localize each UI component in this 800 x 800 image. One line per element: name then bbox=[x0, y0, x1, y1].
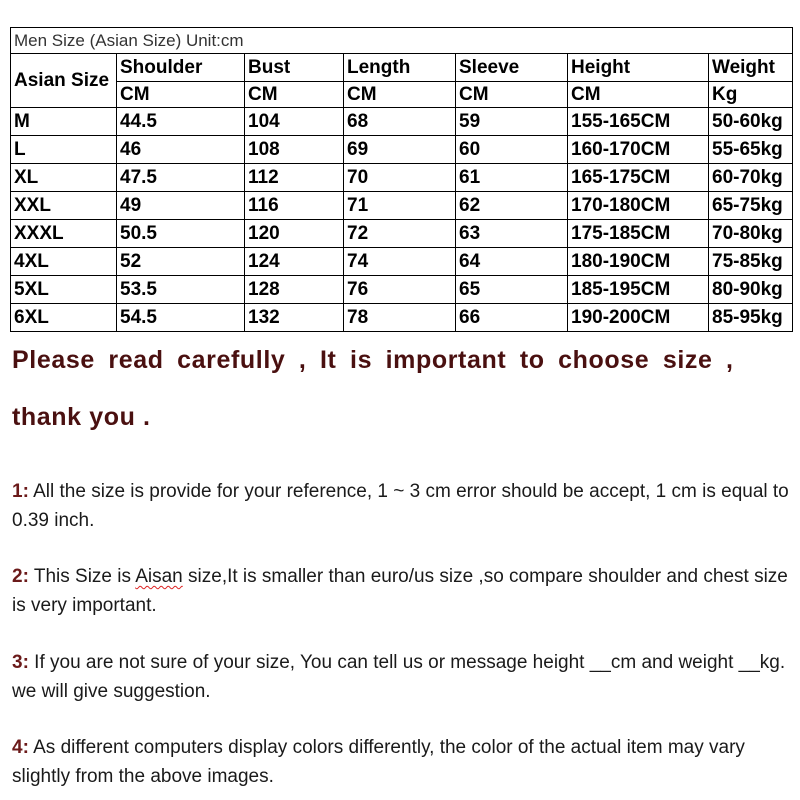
length-cell: 68 bbox=[344, 108, 456, 136]
size-chart-table bbox=[10, 27, 793, 332]
sleeve-cell: 62 bbox=[456, 192, 568, 220]
size-label-cell: XL bbox=[11, 164, 117, 192]
note-3 bbox=[12, 648, 798, 706]
size-label-cell: XXL bbox=[11, 192, 117, 220]
shoulder-cell: 46 bbox=[117, 136, 245, 164]
bust-cell: 132 bbox=[245, 304, 344, 332]
spelling-flagged-word: Aisan bbox=[135, 566, 183, 587]
unit-length: CM bbox=[344, 82, 456, 108]
height-cell: 190-200CM bbox=[568, 304, 709, 332]
weight-cell: 55-65kg bbox=[709, 136, 793, 164]
table-row bbox=[11, 304, 793, 332]
weight-cell: 70-80kg bbox=[709, 220, 793, 248]
note-number: 1: bbox=[12, 481, 29, 502]
shoulder-cell: 54.5 bbox=[117, 304, 245, 332]
table-row bbox=[11, 220, 793, 248]
size-label-cell: 6XL bbox=[11, 304, 117, 332]
shoulder-cell: 44.5 bbox=[117, 108, 245, 136]
sleeve-cell: 66 bbox=[456, 304, 568, 332]
table-caption: Men Size (Asian Size) Unit:cm bbox=[11, 28, 793, 54]
shoulder-cell: 50.5 bbox=[117, 220, 245, 248]
table-row bbox=[11, 248, 793, 276]
unit-weight: Kg bbox=[709, 82, 793, 108]
note-text: As different computers display colors differently, the color of the actual item may vary slightly from the above images. bbox=[12, 737, 745, 787]
table-row bbox=[11, 136, 793, 164]
size-label-cell: M bbox=[11, 108, 117, 136]
height-cell: 160-170CM bbox=[568, 136, 709, 164]
bust-cell: 104 bbox=[245, 108, 344, 136]
table-row bbox=[11, 164, 793, 192]
notice-line-1: Please read carefully , It is important to choose size , bbox=[12, 346, 734, 374]
bust-cell: 128 bbox=[245, 276, 344, 304]
note-number: 2: bbox=[12, 566, 29, 587]
length-cell: 69 bbox=[344, 136, 456, 164]
table-header-row bbox=[11, 54, 793, 82]
weight-cell: 50-60kg bbox=[709, 108, 793, 136]
unit-height: CM bbox=[568, 82, 709, 108]
unit-bust: CM bbox=[245, 82, 344, 108]
bust-cell: 116 bbox=[245, 192, 344, 220]
size-label-cell: 5XL bbox=[11, 276, 117, 304]
sleeve-cell: 61 bbox=[456, 164, 568, 192]
bust-cell: 120 bbox=[245, 220, 344, 248]
table-unit-row bbox=[11, 82, 793, 108]
bust-cell: 112 bbox=[245, 164, 344, 192]
column-header-sleeve: Sleeve bbox=[456, 54, 568, 82]
height-cell: 165-175CM bbox=[568, 164, 709, 192]
weight-cell: 60-70kg bbox=[709, 164, 793, 192]
note-text: All the size is provide for your reference, 1 ~ 3 cm error should be accept, 1 cm is equal to 0.39 inch. bbox=[12, 481, 789, 531]
bust-cell: 108 bbox=[245, 136, 344, 164]
size-label-cell: L bbox=[11, 136, 117, 164]
note-2 bbox=[12, 562, 798, 620]
asian-size-header: Asian Size bbox=[11, 54, 117, 108]
note-text: This Size is bbox=[28, 566, 136, 587]
length-cell: 72 bbox=[344, 220, 456, 248]
height-cell: 170-180CM bbox=[568, 192, 709, 220]
size-label-cell: 4XL bbox=[11, 248, 117, 276]
column-header-height: Height bbox=[568, 54, 709, 82]
height-cell: 185-195CM bbox=[568, 276, 709, 304]
note-text: If you are not sure of your size, You can tell us or message height __cm and weight __kg. we will give suggestion. bbox=[12, 652, 786, 702]
shoulder-cell: 52 bbox=[117, 248, 245, 276]
length-cell: 74 bbox=[344, 248, 456, 276]
note-4 bbox=[12, 733, 798, 791]
unit-sleeve: CM bbox=[456, 82, 568, 108]
unit-shoulder: CM bbox=[117, 82, 245, 108]
column-header-weight: Weight bbox=[709, 54, 793, 82]
height-cell: 180-190CM bbox=[568, 248, 709, 276]
weight-cell: 80-90kg bbox=[709, 276, 793, 304]
height-cell: 175-185CM bbox=[568, 220, 709, 248]
note-number: 4: bbox=[12, 737, 29, 758]
shoulder-cell: 49 bbox=[117, 192, 245, 220]
height-cell: 155-165CM bbox=[568, 108, 709, 136]
sleeve-cell: 63 bbox=[456, 220, 568, 248]
note-number: 3: bbox=[12, 652, 29, 673]
weight-cell: 85-95kg bbox=[709, 304, 793, 332]
table-caption-row bbox=[11, 28, 793, 54]
weight-cell: 65-75kg bbox=[709, 192, 793, 220]
table-row bbox=[11, 192, 793, 220]
sleeve-cell: 64 bbox=[456, 248, 568, 276]
column-header-length: Length bbox=[344, 54, 456, 82]
note-1 bbox=[12, 477, 798, 535]
sleeve-cell: 65 bbox=[456, 276, 568, 304]
length-cell: 71 bbox=[344, 192, 456, 220]
bust-cell: 124 bbox=[245, 248, 344, 276]
column-header-shoulder: Shoulder bbox=[117, 54, 245, 82]
note-text-continued: size,It is smaller than euro/us size ,so compare shoulder and chest size is very important. bbox=[12, 566, 788, 616]
shoulder-cell: 53.5 bbox=[117, 276, 245, 304]
size-label-cell: XXXL bbox=[11, 220, 117, 248]
length-cell: 76 bbox=[344, 276, 456, 304]
table-row bbox=[11, 108, 793, 136]
weight-cell: 75-85kg bbox=[709, 248, 793, 276]
sleeve-cell: 59 bbox=[456, 108, 568, 136]
length-cell: 78 bbox=[344, 304, 456, 332]
column-header-bust: Bust bbox=[245, 54, 344, 82]
shoulder-cell: 47.5 bbox=[117, 164, 245, 192]
notice-line-2: thank you . bbox=[12, 403, 151, 431]
table-row bbox=[11, 276, 793, 304]
length-cell: 70 bbox=[344, 164, 456, 192]
sleeve-cell: 60 bbox=[456, 136, 568, 164]
